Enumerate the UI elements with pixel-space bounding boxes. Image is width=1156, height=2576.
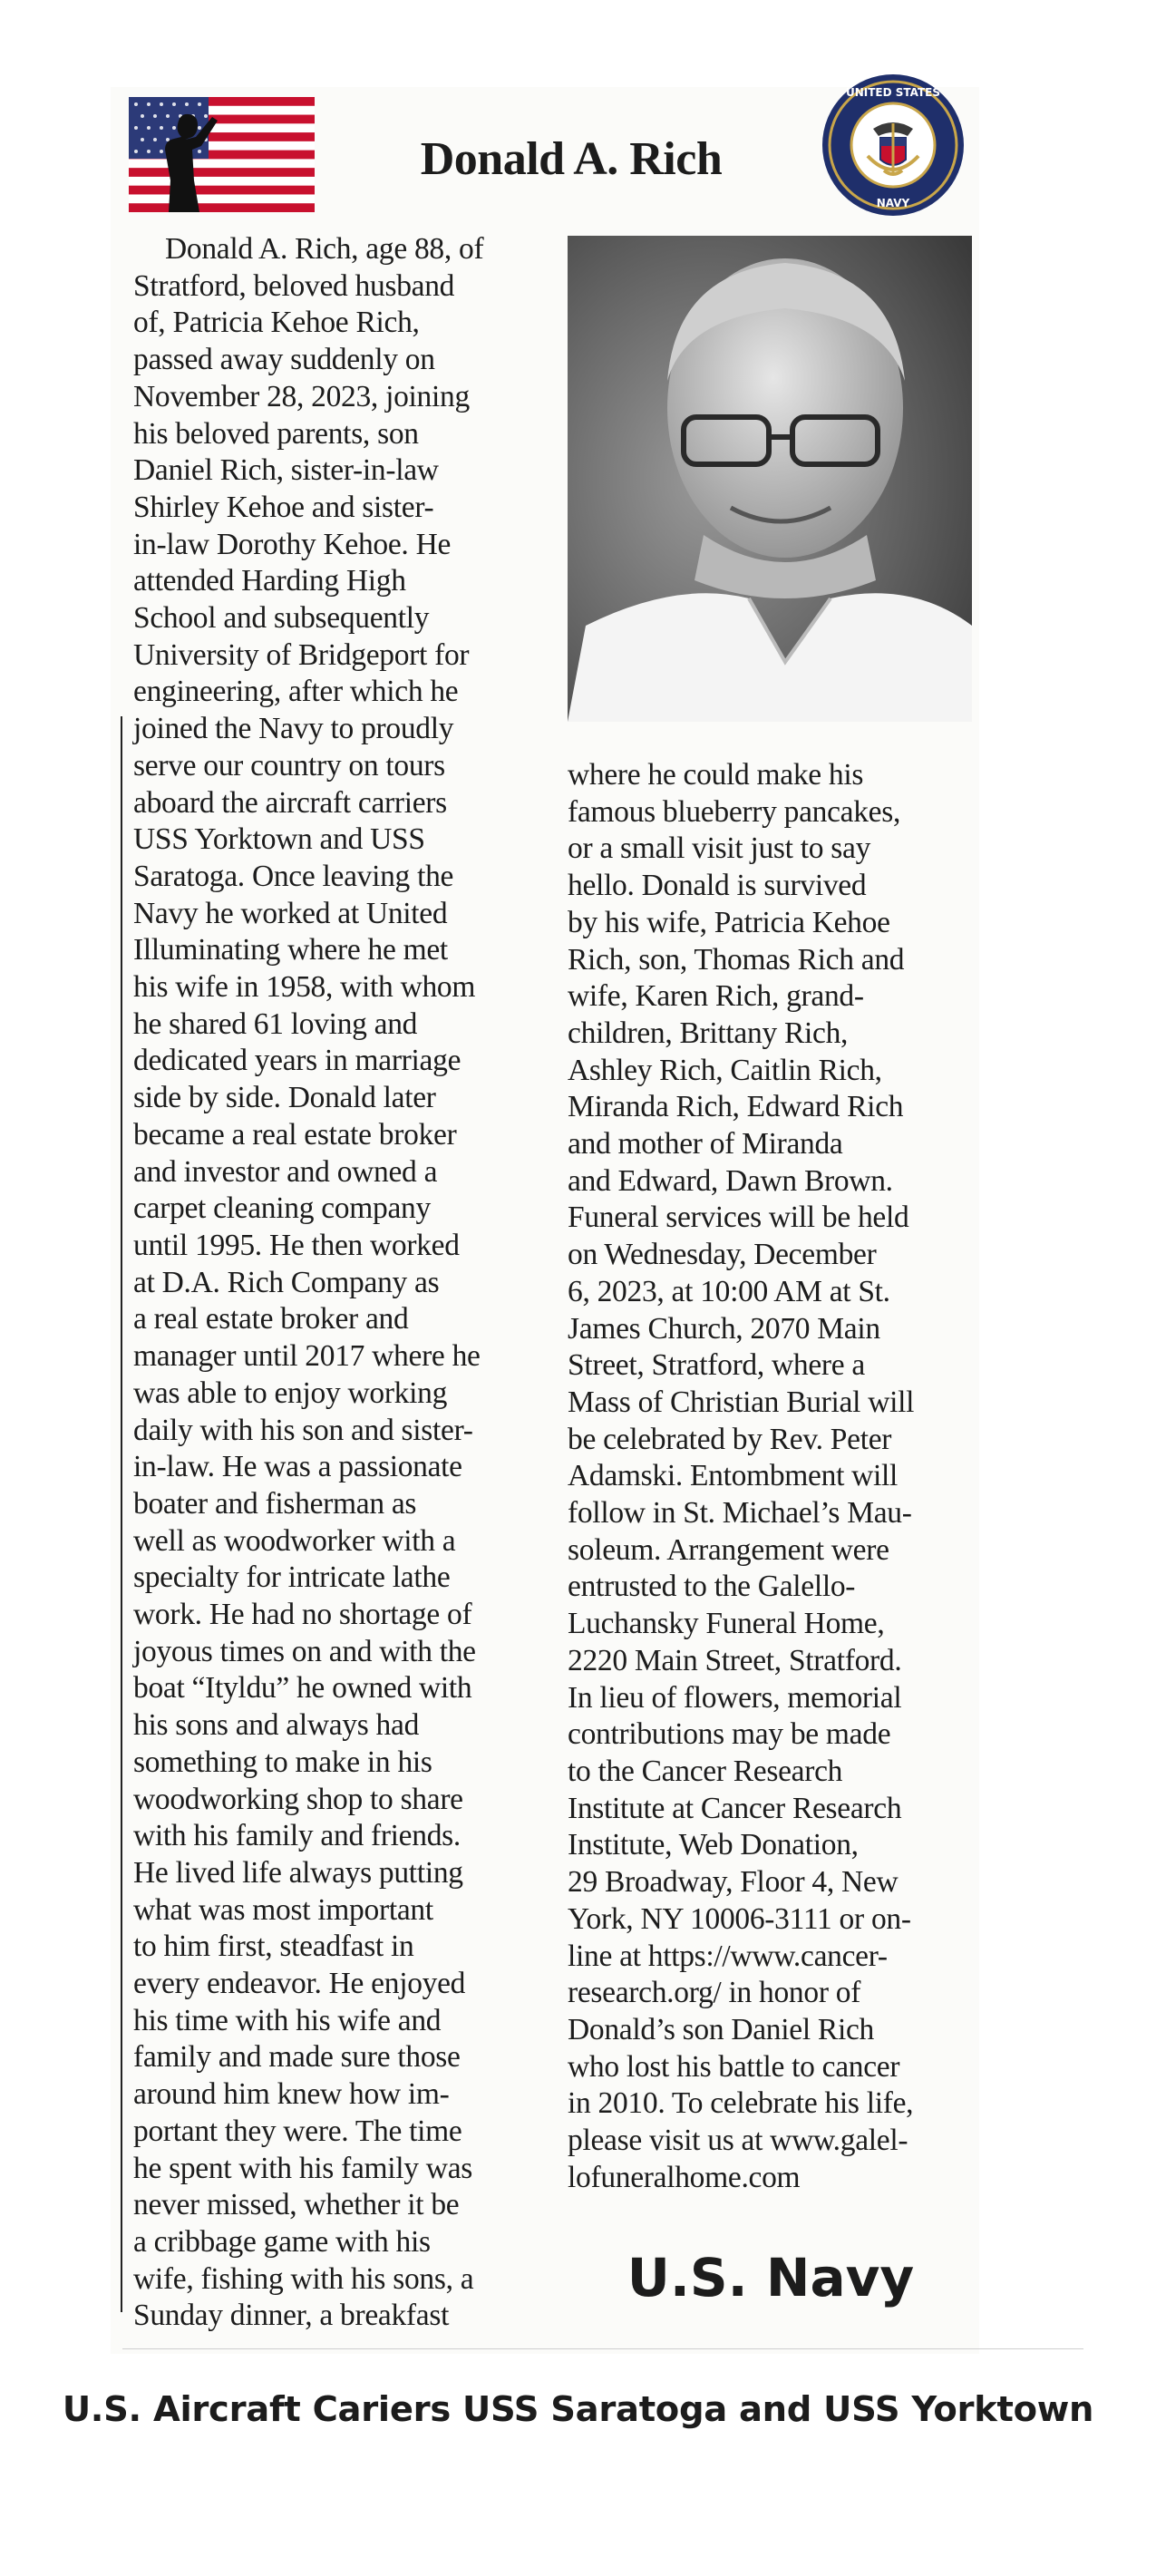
obituary-text-line: children, Brittany Rich, — [568, 1016, 849, 1050]
obituary-text-line: engineering, after which he — [133, 675, 459, 709]
obituary-text-line: Donald’s son Daniel Rich — [568, 2012, 874, 2046]
obituary-text-line: joined the Navy to proudly — [133, 712, 454, 746]
obituary-left-column — [133, 231, 532, 2335]
obituary-text-line: USS Yorktown and USS — [133, 822, 425, 857]
obituary-text-line: or a small visit just to say — [568, 831, 871, 866]
obituary-text-line: Shirley Kehoe and sister- — [133, 490, 434, 524]
obituary-text-line: He lived life always putting — [133, 1855, 463, 1890]
obituary-text-line: and investor and owned a — [133, 1154, 438, 1189]
obituary-text-line: boat “Ityldu” he owned with — [133, 1671, 472, 1706]
footer-caption: U.S. Aircraft Cariers USS Saratoga and USS Yorktown — [62, 2389, 1094, 2430]
obituary-text-line: in 2010. To celebrate his life, — [568, 2086, 914, 2121]
obituary-text-line: to him first, steadfast in — [133, 1930, 414, 1964]
obituary-text-line: until 1995. He then worked — [133, 1228, 460, 1262]
obituary-text-line: Illuminating where he met — [133, 933, 448, 967]
obituary-text-line: and mother of Miranda — [568, 1127, 843, 1162]
obituary-text-line: he shared 61 loving and — [133, 1006, 418, 1041]
obituary-text-line: serve our country on tours — [133, 748, 445, 783]
obituary-text-line: attended Harding High — [133, 564, 406, 598]
obituary-text-line: famous blueberry pancakes, — [568, 794, 901, 829]
obituary-text-line: at D.A. Rich Company as — [133, 1265, 440, 1299]
obituary-text-line: line at https://www.cancer- — [568, 1939, 888, 1973]
obituary-text-line: portant they were. The time — [133, 2114, 462, 2148]
obituary-text-line: and Edward, Dawn Brown. — [568, 1163, 893, 1198]
seal-bottom-lettering: NAVY — [876, 197, 910, 209]
obituary-text-line: University of Bridgeport for — [133, 637, 470, 672]
obituary-text-line: School and subsequently — [133, 601, 430, 636]
american-flag-icon — [129, 97, 315, 212]
obituary-text-line: his wife in 1958, with whom — [133, 970, 476, 1005]
obituary-text-line: 29 Broadway, Floor 4, New — [568, 1865, 899, 1900]
obituary-text-line: was able to enjoy working — [133, 1375, 448, 1410]
obituary-text-line: be celebrated by Rev. Peter — [568, 1422, 892, 1456]
obituary-text-line: wife, fishing with his sons, a — [133, 2261, 474, 2296]
obituary-text-line: Sunday dinner, a breakfast — [133, 2299, 450, 2333]
seal-top-lettering: UNITED STATES — [845, 86, 941, 99]
navy-caption: U.S. Navy — [627, 2247, 915, 2309]
obituary-text-line: his beloved parents, son — [133, 416, 419, 451]
obituary-text-line: research.org/ in honor of — [568, 1976, 861, 2010]
obituary-text-line: Funeral services will be held — [568, 1201, 909, 1235]
obituary-text-line: Adamski. Entombment will — [568, 1459, 899, 1493]
obituary-text-line: his sons and always had — [133, 1708, 420, 1743]
obituary-text-line: by his wife, Patricia Kehoe — [568, 905, 890, 939]
obituary-text-line: became a real estate broker — [133, 1117, 457, 1152]
obituary-text-line: something to make in his — [133, 1745, 432, 1779]
obituary-right-column — [568, 757, 976, 2196]
obituary-text-line: a cribbage game with his — [133, 2224, 431, 2259]
obituary-text-line: woodworking shop to share — [133, 1782, 463, 1816]
obituary-text-line: daily with his son and sister- — [133, 1413, 473, 1447]
obituary-text-line: Institute, Web Donation, — [568, 1828, 859, 1862]
obituary-text-line: please visit us at www.galel- — [568, 2124, 908, 2158]
obituary-text-line: never missed, whether it be — [133, 2188, 460, 2222]
obituary-text-line: carpet cleaning company — [133, 1191, 431, 1226]
obituary-text-line: Donald A. Rich, age 88, of — [165, 232, 484, 266]
obituary-text-line: with his family and friends. — [133, 1819, 461, 1853]
obituary-text-line: soleum. Arrangement were — [568, 1532, 889, 1567]
obituary-text-line: his time with his wife and — [133, 2003, 442, 2037]
column-rule — [121, 716, 122, 2312]
navy-seal-icon — [821, 73, 966, 218]
obituary-text-line: York, NY 10006-3111 or on- — [568, 1901, 911, 1936]
obituary-text-line: Daniel Rich, sister-in-law — [133, 453, 439, 488]
obituary-text-line: family and made sure those — [133, 2040, 461, 2075]
obituary-text-line: follow in St. Michael’s Mau- — [568, 1496, 912, 1531]
obituary-text-line: entrusted to the Galello- — [568, 1570, 856, 1604]
obituary-text-line: side by side. Donald later — [133, 1081, 436, 1115]
obituary-text-line: well as woodworker with a — [133, 1523, 456, 1558]
obituary-text-line: dedicated years in marriage — [133, 1044, 461, 1078]
obituary-text-line: to the Cancer Research — [568, 1754, 843, 1788]
obituary-text-line: Stratford, beloved husband — [133, 268, 455, 303]
obituary-text-line: Ashley Rich, Caitlin Rich, — [568, 1053, 882, 1087]
obituary-text-line: where he could make his — [568, 758, 864, 792]
obituary-text-line: Luchansky Funeral Home, — [568, 1607, 885, 1641]
obituary-text-line: Saratoga. Once leaving the — [133, 859, 454, 893]
obituary-text-line: November 28, 2023, joining — [133, 379, 470, 413]
obituary-text-line: Rich, son, Thomas Rich and — [568, 942, 905, 977]
obituary-text-line: wife, Karen Rich, grand- — [568, 979, 864, 1014]
obituary-text-line: James Church, 2070 Main — [568, 1311, 880, 1346]
obituary-text-line: passed away suddenly on — [133, 343, 435, 377]
obituary-text-line: a real estate broker and — [133, 1302, 409, 1337]
obituary-text-line: Institute at Cancer Research — [568, 1791, 902, 1825]
obituary-text-line: In lieu of flowers, memorial — [568, 1680, 902, 1715]
obituary-text-line: on Wednesday, December — [568, 1238, 877, 1272]
obituary-text-line: every endeavor. He enjoyed — [133, 1967, 466, 2001]
obituary-text-line: work. He had no shortage of — [133, 1598, 472, 1632]
obituary-text-line: who lost his battle to cancer — [568, 2049, 900, 2084]
obituary-text-line: contributions may be made — [568, 1717, 891, 1752]
obituary-text-line: of, Patricia Kehoe Rich, — [133, 306, 420, 340]
obituary-text-line: boater and fisherman as — [133, 1486, 417, 1521]
obituary-text-line: in-law Dorothy Kehoe. He — [133, 527, 452, 561]
obituary-text-line: Miranda Rich, Edward Rich — [568, 1090, 904, 1124]
obituary-text-line: 6, 2023, at 10:00 AM at St. — [568, 1274, 890, 1308]
obituary-text-line: Street, Stratford, where a — [568, 1348, 866, 1383]
obituary-text-line: Navy he worked at United — [133, 896, 448, 930]
obituary-text-line: hello. Donald is survived — [568, 869, 867, 903]
divider — [122, 2348, 1083, 2349]
obituary-text-line: around him knew how im- — [133, 2077, 450, 2112]
obituary-text-line: he spent with his family was — [133, 2151, 473, 2185]
obituary-text-line: Mass of Christian Burial will — [568, 1385, 915, 1419]
obituary-text-line: 2220 Main Street, Stratford. — [568, 1643, 902, 1677]
obituary-text-line: aboard the aircraft carriers — [133, 785, 447, 820]
portrait-photo — [568, 236, 972, 722]
obituary-headline: Donald A. Rich — [420, 133, 723, 185]
obituary-text-line: what was most important — [133, 1892, 433, 1927]
obituary-text-line: joyous times on and with the — [133, 1634, 476, 1668]
obituary-text-line: manager until 2017 where he — [133, 1339, 481, 1374]
obituary-text-line: in-law. He was a passionate — [133, 1450, 462, 1484]
obituary-text-line: lofuneralhome.com — [568, 2160, 801, 2194]
obituary-text-line: specialty for intricate lathe — [133, 1560, 451, 1595]
